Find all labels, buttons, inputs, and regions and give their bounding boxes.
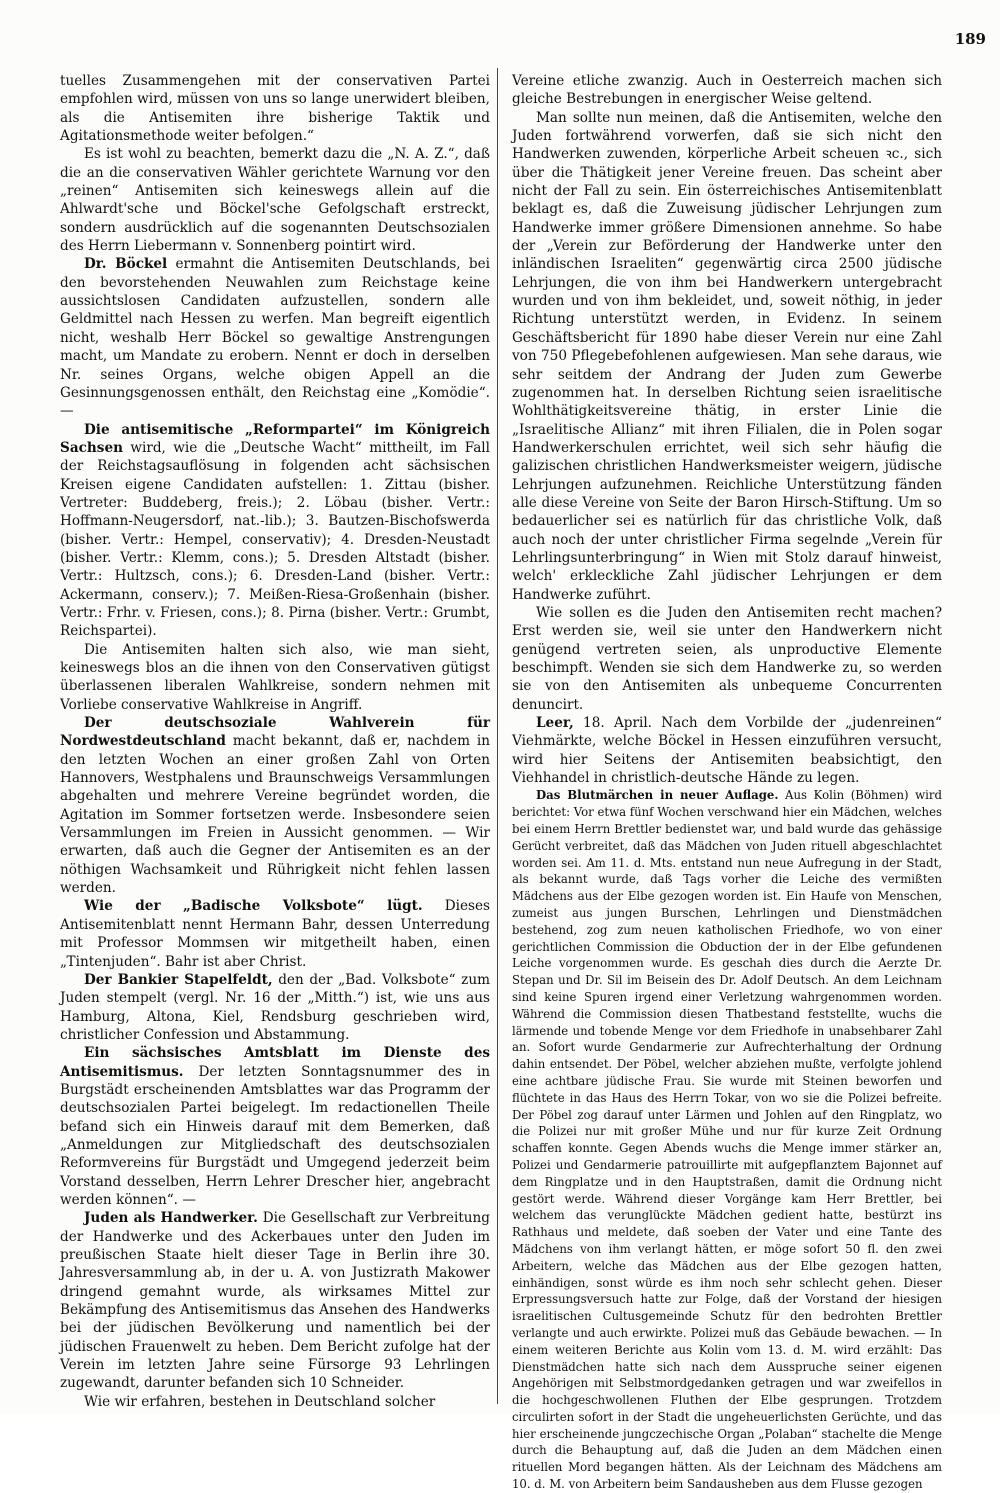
article-paragraph bbox=[60, 1044, 490, 1209]
article-paragraph bbox=[60, 641, 490, 714]
article-headline: Der Bankier Stapelfeldt, bbox=[84, 971, 273, 988]
article-headline: Die antisemitische „Reformpartei“ im Königreich Sachsen bbox=[60, 421, 490, 456]
article-text: 18. April. Nach dem Vorbilde der „judenreinen“ Viehmärkte, welche Böckel in Hessen einzuführen versucht, wird hier Seitens der Antisemiten beabsichtigt, den Viehhandel in christlich-deutsche Hände zu legen. bbox=[512, 715, 942, 787]
article-text: Der letzten Sonntagsnummer des in Burgstädt erscheinenden Amtsblattes war das Programm der deutschsozialen Partei beigelegt. Im redactionellen Theile befand sich ein Hinweis darauf mit dem Bemerken, daß „Anmeldungen zur Mitgliedschaft des deutschsozialen Reformvereins für Burgstädt und Umgegend jederzeit beim Vorstand desselben, Herrn Lehrer Drescher hier, angebracht werden können“. — bbox=[60, 1063, 490, 1208]
article-headline: Wie der „Badische Volksbote“ lügt. bbox=[84, 898, 423, 915]
article-paragraph bbox=[60, 1393, 490, 1411]
article-text: wird, wie die „Deutsche Wacht“ mittheilt, im Fall der Reichstagsauflösung in folgenden acht sächsischen Kreisen eigene Candidaten aufstellen: 1. Zittau (bisher. Vertreter: Buddeberg, freis.); 2. Löbau (bisher. Vertr.: Hoffmann-Neugersdorf, nat.-lib.); 3. Bautzen-Bischofswerda (bisher. Vertr.: Hempel, conservativ); 4. Dresden-Neustadt (bisher. Vertr.: Klemm, cons.); 5. Dresden Altstadt (bisher. Vertr.: Hultzsch, cons.); 6. Dresden-Land (bisher. Vertr.: Ackermann, conserv.); 7. Meißen-Riesa-Großenhain (bisher. Vertr.: Frhr. v. Friesen, cons.); 8. Pirna (bisher. Vertr.: Grumbt, Reichspartei). bbox=[60, 439, 490, 640]
article-paragraph bbox=[512, 714, 942, 787]
article-headline: Juden als Handwerker. bbox=[84, 1210, 258, 1227]
left-column bbox=[60, 72, 491, 1410]
article-headline: Dr. Böckel bbox=[84, 256, 168, 273]
article-paragraph bbox=[60, 421, 490, 641]
article-text: tuelles Zusammengehen mit der conservativen Partei empfohlen wird, müssen von uns so lange unerwidert bleiben, als die Antisemiten ihre bisherige Taktik und Agitationsmethode weiter befolgen.“ bbox=[60, 73, 490, 145]
article-headline: Der deutschsoziale Wahlverein für Nordwestdeutschland bbox=[60, 715, 490, 750]
article-paragraph bbox=[60, 1209, 490, 1392]
article-text: Die Gesellschaft zur Verbreitung der Handwerke und des Ackerbaues unter den Juden im preußischen Staate hielt dieser Tage in Berlin ihre 30. Jahresversammlung ab, in der u. A. von Justizrath Makower dringend gemahnt wurde, als wirksames Mittel zur Bekämpfung des Antisemitismus das Ansehen des Handwerks bei der jüdischen Bevölkerung und namentlich bei der jüdischen Frauenwelt zu heben. Dem Bericht zufolge hat der Verein im letzten Jahre seine Fürsorge 93 Lehrlingen zugewandt, darunter befanden sich 10 Schneider. bbox=[60, 1210, 490, 1392]
article-paragraph bbox=[60, 72, 490, 145]
article-text: Es ist wohl zu beachten, bemerkt dazu die „N. A. Z.“, daß die an die conservativen Wähler gerichtete Warnung vor den „reinen“ Antisemiten sich keineswegs allein auf die Ahlwardt'sche und Böckel'sche Gefolgschaft erstreckt, sondern ausdrücklich auf die sogenannten Deutschsozialen des Herrn Liebermann v. Sonnenberg pointirt wird. bbox=[60, 146, 490, 255]
right-column bbox=[512, 72, 942, 1492]
article-paragraph bbox=[60, 145, 490, 255]
column-divider bbox=[497, 68, 498, 1404]
article-headline: Ein sächsisches Amtsblatt im Dienste des Antisemitismus. bbox=[60, 1045, 490, 1080]
article-text: Vereine etliche zwanzig. Auch in Oesterreich machen sich gleiche Bestrebungen in energischer Weise geltend. bbox=[512, 73, 942, 108]
article-paragraph bbox=[60, 971, 490, 1044]
article-paragraph bbox=[512, 604, 942, 714]
article-paragraph bbox=[512, 72, 942, 109]
article-paragraph bbox=[60, 714, 490, 897]
article-paragraph bbox=[512, 109, 942, 604]
article-text: Man sollte nun meinen, daß die Antisemiten, welche den Juden fortwährend vorwerfen, daß sie sich nicht den Handwerken zuwenden, körperliche Arbeit scheuen ꝛc., sich über die Thätigkeit jener Vereine freuen. Das scheint aber nicht der Fall zu sein. Ein österreichisches Antisemitenblatt beklagt es, daß die Zuweisung jüdischer Lehrjungen zum Handwerke immer größere Dimensionen annehme. So habe der „Verein zur Beförderung der Handwerke unter den inländischen Israeliten“ gegenwärtig circa 2500 jüdische Lehrjungen, die von ihm bei Handwerkern untergebracht wurden und von ihm bekleidet, und, soweit nöthig, in jeder Richtung unterstützt werden, in Evidenz. In seinem Geschäftsbericht für 1890 habe dieser Verein nur eine Zahl von 750 Pflegebefohlenen aufgewiesen. Man sehe daraus, wie sehr seitdem der Andrang der Juden zum Gewerbe zugenommen hat. In derselben Richtung seien israelitische Wohlthätigkeitsvereine thätig, in erster Linie die „Israelitische Allianz“ mit ihren Filialen, die in Polen sogar Handwerkerschulen errichtet, weil sich sehr häufig die galizischen christlichen Handwerksmeister weigern, jüdische Lehrjungen aufzunehmen. Reichliche Unterstützung fänden alle diese Vereine von Seite der Baron Hirsch-Stiftung. Um so bedauerlicher sei es natürlich für das christliche Volk, daß auch noch der unter christlicher Firma segelnde „Verein für Lehrlingsunterbringung“ in Wien mit Stolz darauf hinweist, welch' erkleckliche Zahl jüdischer Lehrjungen er dem Handwerke zuführt. bbox=[512, 109, 942, 603]
article-text: ermahnt die Antisemiten Deutschlands, bei den bevorstehenden Neuwahlen zum Reichstage keine aussichtslosen Candidaten aufzustellen, sondern alle Geldmittel nach Hessen zu werfen. Man begreift eigentlich nicht, weshalb Herr Böckel so gewaltige Anstrengungen macht, um Mandate zu erobern. Nennt er doch in derselben Nr. seines Organs, welche obigen Appell an die Gesinnungsgenossen enthält, den Reichstag eine „Komödie“. — bbox=[60, 256, 491, 420]
article-headline: Das Blutmärchen in neuer Auflage. bbox=[536, 788, 779, 803]
article-paragraph bbox=[512, 787, 942, 1492]
article-headline: Leer, bbox=[536, 715, 574, 732]
article-text: Aus Kolin (Böhmen) wird berichtet: Vor etwa fünf Wochen verschwand hier ein Mädchen, welches bei einem Herrn Brettler bedienstet war, und bald wurde das gehässige Gerücht verbreitet, daß das Mädchen von Juden rituell abgeschlachtet worden sei. Am 11. d. Mts. entstand nun neue Aufregung in der Stadt, als bekannt wurde, daß Tags vorher die Leiche des vermißten Mädchens aus der Elbe gezogen worden ist. Ein Haufe von Menschen, zumeist aus jungen Burschen, Lehrlingen und Dienstmädchen bestehend, zog zum neuen katholischen Friedhofe, wo von einer gerichtlichen Commission die Obduction der in der Elbe gefundenen Leiche vorgenommen wurde. Es geschah dies durch die Aerzte Dr. Stepan und Dr. Sil im Beisein des Dr. Adolf Deutsch. An dem Leichnam sind keine Spuren irgend einer Verletzung wahrgenommen worden. Während die Commission diesen Thatbestand feststellte, wuchs die lärmende und tobende Menge vor dem Friedhofe in unabsehbarer Zahl an. Sofort wurde Gendarmerie zur Aufrechterhaltung der Ordnung dahin entsendet. Der Pöbel, welcher abziehen mußte, verfolgte johlend eine achtbare jüdische Frau. Sie wurde mit Steinen beworfen und flüchtete in das Haus des Herrn Tokar, von wo sie die Polizei befreite. Der Pöbel zog darauf unter Lärmen und Johlen auf den Ringplatz, wo die Polizei nur mit großer Mühe und nur für kurze Zeit Ordnung schaffen konnte. Gegen Abends wuchs die Menge immer stärker an, Polizei und Gendarmerie patrouillirte mit aufgepflanztem Bajonnet auf dem Ringplatze und in den Hauptstraßen, damit die Ordnung nicht gestört werde. Während dieser Vorgänge kam Herr Brettler, bei welchem das verunglückte Mädchen gedient hatte, bestürzt ins Rathhaus und meldete, daß soeben der Vater und eine Tante des Mädchens von ihm verlangt hätten, er möge sofort 50 fl. den zwei Arbeitern, welche das Mädchen aus der Elbe gezogen hatten, einhändigen, sonst würde es ihm noch sehr schlecht gehen. Dieser Erpressungsversuch hatte zur Folge, daß der Vorstand der hiesigen israelitischen Cultusgemeinde Schutz für den bedrohten Brettler verlangte und auch erwirkte. Polizei muß das Gebäude bewachen. — In einem weiteren Berichte aus Kolin vom 13. d. M. wird erzählt: Das Dienstmädchen hatte sich nach dem Ausspruche seiner eigenen Angehörigen mit Selbstmordgedanken getragen und war zweifellos in die hochgeschwollenen Fluthen der Elbe gesprungen. Trotzdem circulirten sofort in der Stadt die ungeheuerlichsten Gerüchte, und das hier erscheinende jungczechische Organ „Polaban“ stachelte die Menge durch die Behauptung auf, daß die Juden an dem Mädchen einen rituellen Mord begangen hätten. Als der Leichnam des Mädchens am 10. d. M. von Arbeitern beim Sandausheben aus dem Flusse gezogen bbox=[512, 788, 942, 1492]
article-paragraph bbox=[60, 897, 490, 970]
article-text: Die Antisemiten halten sich also, wie man sieht, keineswegs blos an die ihnen von den Conservativen gütigst überlassenen liberalen Wahlkreise, sondern nehmen mit Vorliebe conservative Wahlkreise in Angriff. bbox=[60, 641, 490, 713]
article-text: macht bekannt, daß er, nachdem in den letzten Wochen an einer großen Zahl von Orten Hannovers, Westphalens und Braunschweigs Versammlungen abgehalten und mehrere Vereine begründet worden, die Agitation im Sommer fortsetzen werde. Insbesondere seien Versammlungen im Freien in Aussicht genommen. — Wir erwarten, daß auch die Gegner der Antisemiten es an der nöthigen Wachsamkeit und Rührigkeit nicht fehlen lassen werden. bbox=[60, 733, 490, 897]
page-number: 189 bbox=[954, 30, 986, 48]
article-text: Wie sollen es die Juden den Antisemiten recht machen? Erst werden sie, weil sie unter den Handwerkern nicht genügend vertreten seien, als unproductive Elemente beschimpft. Wenden sie sich dem Handwerke zu, so werden sie von den Antisemiten als unbequeme Concurrenten denuncirt. bbox=[512, 604, 942, 713]
article-text: Dieses Antisemitenblatt nennt Hermann Bahr, dessen Unterredung mit Professor Mommsen wir mitgetheilt haben, einen „Tintenjuden“. Bahr ist aber Christ. bbox=[60, 898, 490, 970]
article-paragraph bbox=[60, 255, 490, 420]
article-text: Wie wir erfahren, bestehen in Deutschland solcher bbox=[84, 1393, 436, 1410]
article-text: den der „Bad. Volksbote“ zum Juden stempelt (vergl. Nr. 16 der „Mitth.“) ist, wie uns aus Hamburg, Altona, Kiel, Rendsburg geschrieben wird, christlicher Confession und Abstammung. bbox=[60, 971, 490, 1043]
